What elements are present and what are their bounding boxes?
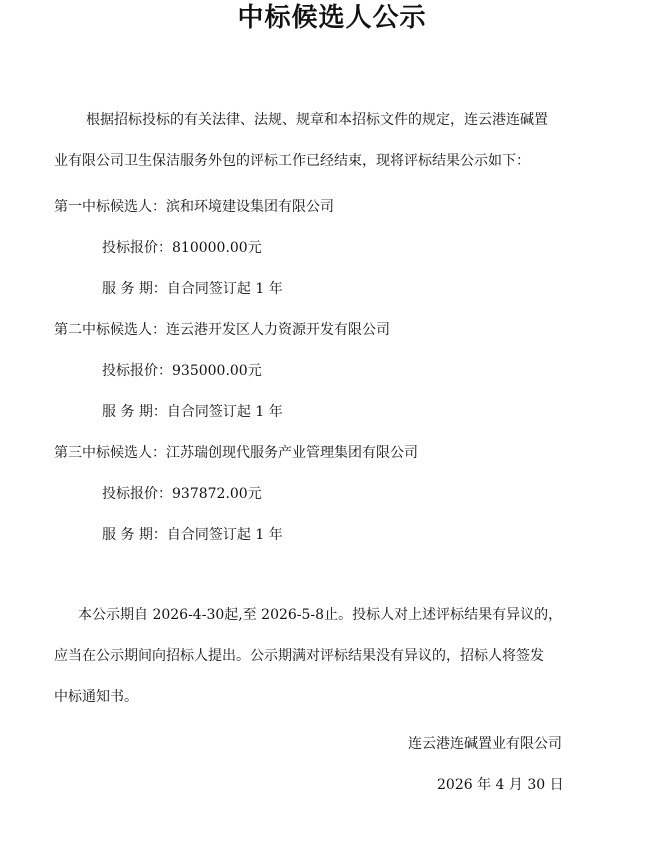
notice-line-2: 应当在公示期间向招标人提出。公示期满对评标结果没有异议的，招标人将签发 (54, 648, 544, 664)
candidate-3-heading: 第三中标候选人：江苏瑞创现代服务产业管理集团有限公司 (54, 445, 418, 461)
candidate-2-price: 投标报价：935000.00元 (102, 363, 262, 379)
candidate-1-period: 服 务 期：自合同签订起 1 年 (102, 281, 283, 297)
candidate-1-heading: 第一中标候选人：滨和环境建设集团有限公司 (54, 199, 334, 215)
candidate-3-price: 投标报价：937872.00元 (102, 486, 262, 502)
signature-company: 连云港连碱置业有限公司 (408, 736, 562, 752)
notice-line-3: 中标通知书。 (54, 689, 138, 705)
notice-line-1: 本公示期自 2026-4-30起,至 2026-5-8止。投标人对上述评标结果有异议的， (78, 607, 563, 623)
candidate-2-period: 服 务 期：自合同签订起 1 年 (102, 404, 283, 420)
signature-date: 2026 年 4 月 30 日 (437, 777, 564, 793)
candidate-1-price: 投标报价：810000.00元 (102, 240, 262, 256)
page-title: 中标候选人公示 (237, 3, 427, 33)
intro-line-2: 业有限公司卫生保洁服务外包的评标工作已经结束，现将评标结果公示如下： (54, 153, 530, 169)
intro-line-1: 根据招标投标的有关法律、法规、规章和本招标文件的规定，连云港连碱置 (86, 112, 548, 128)
candidate-2-heading: 第二中标候选人：连云港开发区人力资源开发有限公司 (54, 322, 390, 338)
candidate-3-period: 服 务 期：自合同签订起 1 年 (102, 527, 283, 543)
